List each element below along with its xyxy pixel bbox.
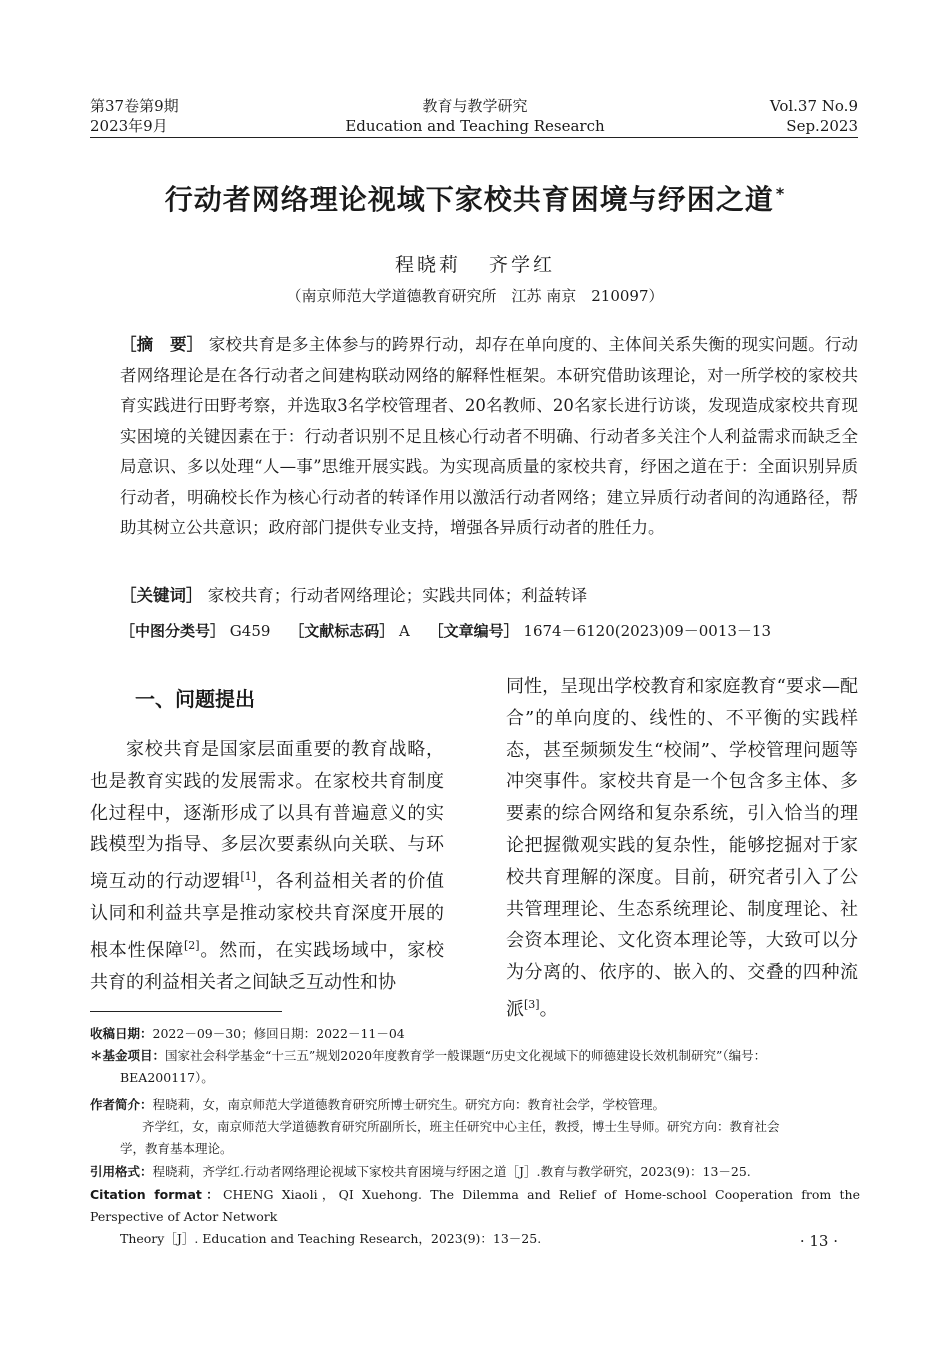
- citation-cn-text: 程晓莉，齐学红.行动者网络理论视域下家校共育困境与纾困之道［J］.教育与教学研究，2023(9)：13－25.: [152, 1164, 751, 1179]
- author-line: [0, 250, 950, 277]
- author2-intro-cont: 学，教育基本理论。: [120, 1141, 233, 1156]
- journal-name-en: Education and Teaching Research: [345, 117, 605, 135]
- abstract-label: ［摘 要］: [120, 335, 204, 354]
- author2-intro: 齐学红，女，南京师范大学道德教育研究所副所长，班主任研究中心主任，教授，博士生导师。研究方向：教育社会: [142, 1119, 780, 1134]
- keywords: [120, 582, 858, 610]
- body-column-right: [506, 671, 858, 1026]
- footnote-received: [90, 1023, 860, 1045]
- title-footnote-mark: *: [775, 183, 786, 203]
- fund-text: 国家社会科学基金“十三五”规划2020年度教育学一般课题“历史文化视域下的师德建设长效机制研究”（编号：: [165, 1048, 767, 1063]
- doc-code-label: ［文献标志码］: [289, 622, 395, 640]
- fund-label: ＊基金项目：: [90, 1048, 166, 1063]
- footnote-citation-en: [90, 1184, 860, 1250]
- author-name: 齐学红: [489, 254, 556, 276]
- title-text: 行动者网络理论视域下家校共育困境与纾困之道: [164, 183, 774, 216]
- citation-en-text-cont: Theory［J］. Education and Teaching Research，2023(9)：13－25.: [120, 1231, 542, 1246]
- header-divider: [90, 137, 858, 138]
- citation-ref: [1]: [240, 870, 256, 884]
- date-en: Sep.2023: [786, 117, 858, 135]
- paragraph-text: 家校共育是国家层面重要的教育战略，也是教育实践的发展需求。在家校共育制度化过程中，逐渐形成了以具有普遍意义的实践模型为指导、多层次要素纵向关联、与环境互动的行动逻辑: [90, 739, 444, 893]
- received-label: 收稿日期：: [90, 1026, 153, 1041]
- footnote-citation-cn: [90, 1161, 860, 1183]
- paragraph-text: 。: [539, 998, 558, 1020]
- section-heading: 一、问题提出: [135, 687, 255, 711]
- clc-value: G459: [229, 622, 271, 640]
- article-number-label: ［文章编号］: [428, 622, 519, 640]
- citation-ref: [2]: [184, 938, 200, 952]
- affiliation: （南京师范大学道德教育研究所 江苏 南京 210097）: [286, 287, 664, 305]
- keywords-label: ［关键词］: [120, 586, 203, 605]
- paragraph-text: 。然而，在实践场域中，家校共育的利益相关者之间缺乏互动性和协: [90, 939, 445, 993]
- citation-ref: [3]: [524, 997, 540, 1011]
- received-text: 2022－09－30；修回日期：2022－11－04: [152, 1026, 405, 1041]
- footnote-authors: [90, 1094, 860, 1160]
- doc-code-value: A: [399, 622, 410, 640]
- article-number-value: 1674－6120(2023)09－0013－13: [523, 622, 771, 640]
- paragraph-text: 同性，呈现出学校教育和家庭教育“要求—配合”的单向度的、线性的、不平衡的实践样态，甚至频频发生“校闹”、学校管理问题等冲突事件。家校共育是一个包含多主体、多要素的综合网络和复杂系统，引入恰当的理论把握微观实践的复杂性，能够挖掘对于家校共育理解的深度。目前，研究者引入了公共管理理论、生态系统理论、制度理论、社会资本理论、文化资本理论等，大致可以分为分离的、依序的、嵌入的、交叠的四种流派: [506, 676, 858, 1020]
- page-number: · 13 ·: [799, 1232, 838, 1250]
- footnote-fund: [90, 1045, 860, 1089]
- fund-text-cont: BEA200117）。: [120, 1070, 214, 1085]
- author-name: 程晓莉: [394, 254, 461, 276]
- date-cn: 2023年9月: [90, 117, 168, 135]
- footnote-divider: [90, 1011, 282, 1012]
- paragraph-text: ，各利益相关者的价值认同和利益共享是推动家校共育深度开展的根本性保障: [90, 871, 445, 961]
- body-column-left: [90, 734, 444, 998]
- journal-name-cn: 教育与教学研究: [422, 97, 528, 115]
- header-volume-en: [770, 96, 858, 136]
- clc-label: ［中图分类号］: [120, 622, 226, 640]
- abstract-text: 家校共育是多主体参与的跨界行动，却存在单向度的、主体间关系失衡的现实问题。行动者网络理论是在各行动者之间建构联动网络的解释性框架。本研究借助该理论，对一所学校的家校共育实践进行田野考察，并选取3名学校管理者、20名教师、20名家长进行访谈，发现造成家校共育现实困境的关键因素在于：行动者识别不足且核心行动者不明确、行动者多关注个人利益需求而缺乏全局意识、多以处理“人—事”思维开展实践。为实现高质量的家校共育，纾困之道在于：全面识别异质行动者，明确校长作为核心行动者的转译作用以激活行动者网络；建立异质行动者间的沟通路径，帮助其树立公共意识；政府部门提供专业支持，增强各异质行动者的胜任力。: [120, 335, 859, 537]
- volume-issue-en: Vol.37 No.9: [769, 97, 858, 115]
- volume-issue-cn: 第37卷第9期: [90, 97, 179, 115]
- citation-en-text: CHENG Xiaoli，QI Xuehong. The Dilemma and Relief of Home-school Cooperation from the Perspective of Actor Network: [90, 1187, 861, 1224]
- classification-line: [120, 617, 858, 645]
- citation-cn-label: 引用格式：: [90, 1164, 153, 1179]
- abstract: [120, 330, 858, 544]
- article-title: [0, 178, 950, 218]
- author-intro-label: 作者简介：: [90, 1097, 153, 1112]
- author1-intro: 程晓莉，女，南京师范大学道德教育研究所博士研究生。研究方向：教育社会学，学校管理。: [152, 1097, 666, 1112]
- keywords-text: 家校共育；行动者网络理论；实践共同体；利益转译: [207, 586, 588, 605]
- citation-en-label: Citation format：: [90, 1187, 223, 1202]
